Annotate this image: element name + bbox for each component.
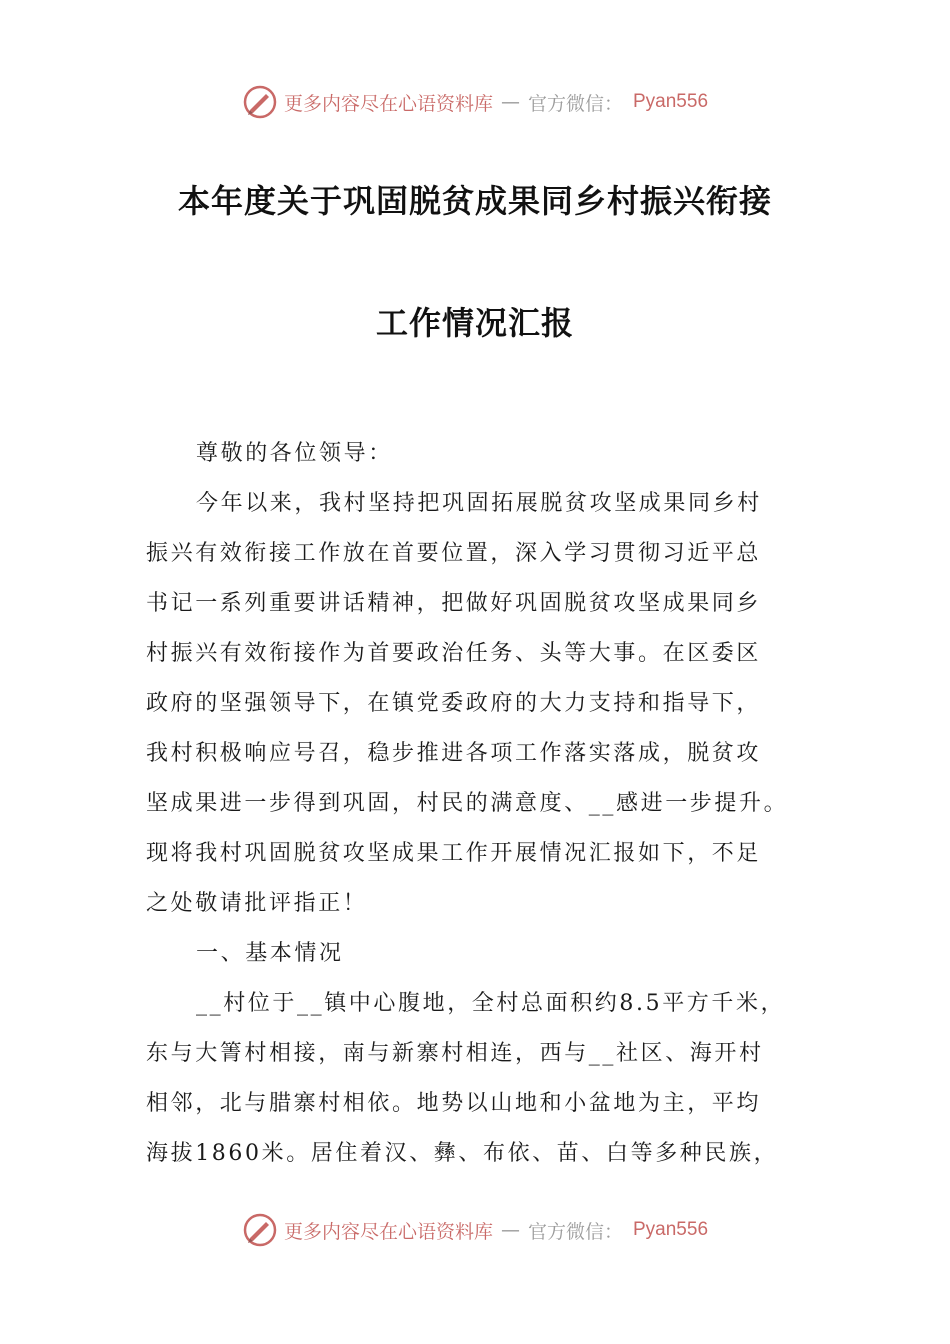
document-title-line-2: 工作情况汇报: [375, 304, 574, 342]
paragraph-line: 书记一系列重要讲话精神，把做好巩固脱贫攻坚成果同乡: [146, 591, 762, 616]
section-heading: 一、基本情况: [196, 941, 344, 966]
watermark-text: 更多内容尽在心语资料库: [283, 1220, 493, 1243]
paragraph-line: 村振兴有效衔接作为首要政治任务、头等大事。在区委区: [146, 641, 762, 666]
paragraph-line: 相邻，北与腊寨村相依。地势以山地和小盆地为主，平均: [146, 1091, 762, 1116]
document-title-line-1: 本年度关于巩固脱贫成果同乡村振兴衔接: [177, 182, 772, 220]
paragraph-line: 今年以来，我村坚持把巩固拓展脱贫攻坚成果同乡村: [196, 491, 762, 516]
header-watermark: [0, 84, 950, 120]
paragraph-line: 海拔1860米。居住着汉、彝、布依、苗、白等多种民族，: [146, 1141, 779, 1166]
paragraph-line: 振兴有效衔接工作放在首要位置，深入学习贯彻习近平总: [146, 541, 762, 566]
watermark-wechat-id: Pyan556: [633, 91, 709, 112]
watermark-wechat-id: Pyan556: [633, 1219, 709, 1240]
watermark-text: 更多内容尽在心语资料库: [283, 92, 493, 115]
paragraph-line: 坚成果进一步得到巩固，村民的满意度、__感进一步提升。: [146, 791, 789, 816]
watermark-wechat-label: 官方微信：: [527, 1220, 623, 1243]
salutation: 尊敬的各位领导：: [196, 441, 393, 466]
paragraph-line: __村位于__镇中心腹地，全村总面积约8.5平方千米，: [196, 991, 786, 1016]
paragraph-line: 我村积极响应号召，稳步推进各项工作落实落成，脱贫攻: [146, 741, 762, 766]
footer-watermark: [0, 1212, 950, 1248]
paragraph-line: 东与大箐村相接，南与新寨村相连，西与__社区、海开村: [146, 1041, 764, 1066]
watermark-wechat-label: 官方微信：: [527, 92, 623, 115]
watermark-dash: —: [500, 1219, 520, 1241]
pen-logo-icon: [242, 1212, 278, 1248]
paragraph-line: 之处敬请批评指正！: [146, 891, 368, 916]
pen-logo-icon: [242, 84, 278, 120]
watermark-dash: —: [500, 91, 520, 113]
paragraph-line: 现将我村巩固脱贫攻坚成果工作开展情况汇报如下，不足: [146, 841, 762, 866]
paragraph-line: 政府的坚强领导下，在镇党委政府的大力支持和指导下，: [146, 691, 762, 716]
